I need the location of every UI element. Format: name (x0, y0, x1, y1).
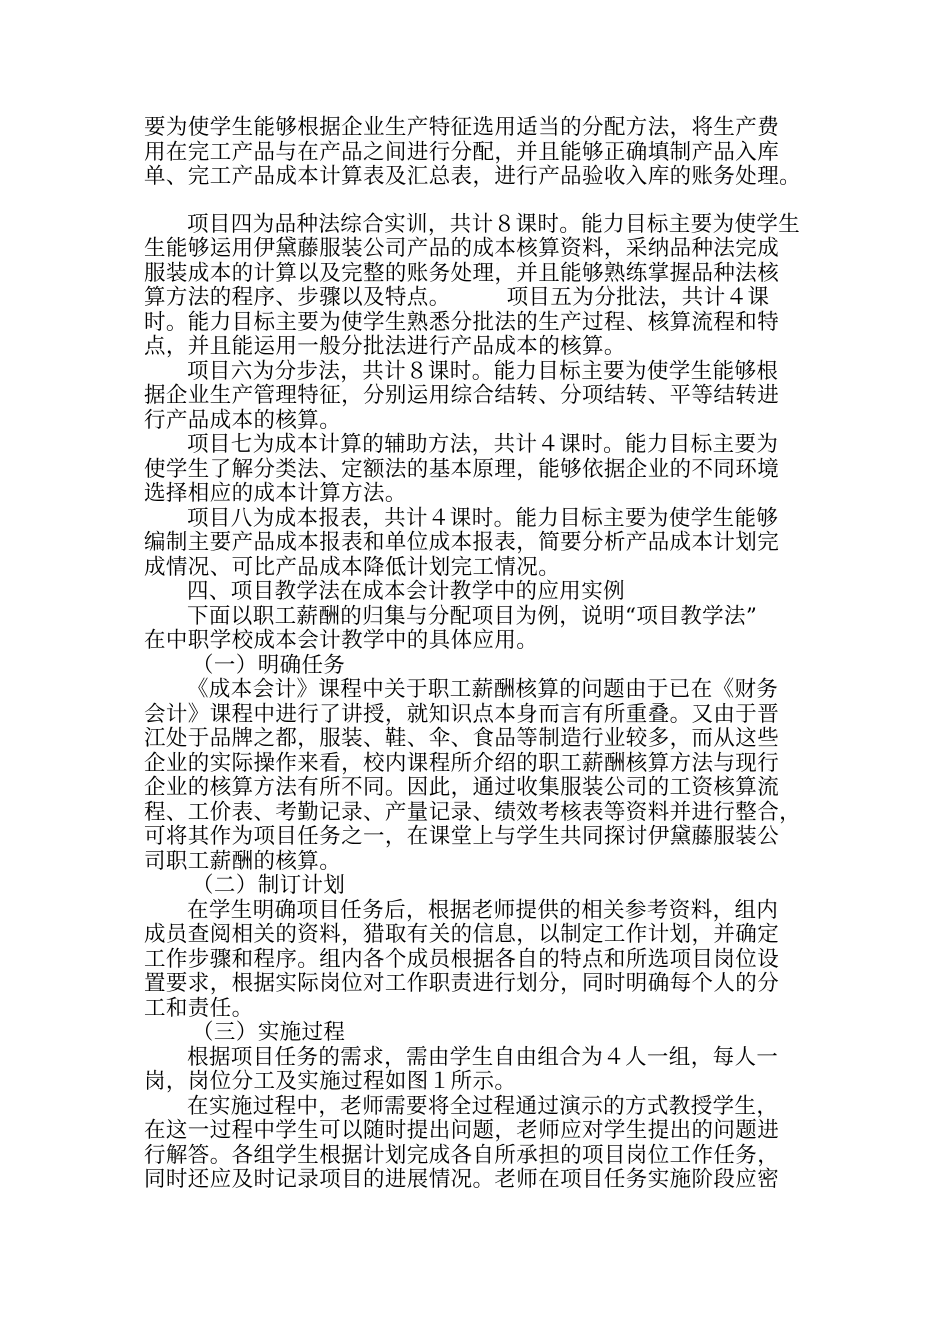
text-line: 企业的核算方法有所不同。因此，通过收集服装公司的工资核算流 (144, 775, 780, 800)
section-heading: 四、项目教学法在成本会计教学中的应用实例 (187, 579, 626, 604)
text-line: 项目四为品种法综合实训，共计８课时。能力目标主要为使学生 (187, 211, 801, 237)
text-segment: 算方法的程序、步骤以及特点。 (144, 285, 451, 310)
text-line: 在中职学校成本会计教学中的具体应用。 (144, 628, 539, 653)
text-line: 要为使学生能够根据企业生产特征选用适当的分配方法，将生产费 (144, 115, 780, 140)
text-line: 《成本会计》课程中关于职工薪酬核算的问题由于已在《财务 (187, 677, 779, 702)
text-line: 置要求，根据实际岗位对工作职责进行划分，同时明确每个人的分 (144, 971, 780, 996)
text-line: 点，并且能运用一般分批法进行产品成本的核算。 (144, 334, 626, 359)
text-line: 江处于品牌之都，服装、鞋、伞、食品等制造行业较多，而从这些 (144, 726, 780, 751)
text-line: 项目七为成本计算的辅助方法，共计４课时。能力目标主要为 (187, 432, 779, 457)
text-line: 会计》课程中进行了讲授，就知识点本身而言有所重叠。又由于晋 (144, 701, 780, 727)
text-line: 同时还应及时记录项目的进展情况。老师在项目任务实施阶段应密 (144, 1167, 780, 1192)
text-line: 在这一过程中学生可以随时提出问题，老师应对学生提出的问题进 (144, 1118, 780, 1143)
text-line: 工作步骤和程序。组内各个成员根据各自的特点和所选项目岗位设 (144, 946, 780, 972)
text-line: 成员查阅相关的资料，猎取有关的信息，以制定工作计划，并确定 (144, 922, 780, 947)
text-line: 根据项目任务的需求，需由学生自由组合为４人一组，每人一 (187, 1044, 779, 1070)
text-line: 编制主要产品成本报表和单位成本报表，简要分析产品成本计划完 (144, 530, 780, 555)
text-line: 行产品成本的核算。 (144, 407, 342, 433)
text-line: 岗，岗位分工及实施过程如图１所示。 (144, 1069, 517, 1094)
text-line: 程、工价表、考勤记录、产量记录、绩效考核表等资料并进行整合， (144, 799, 802, 825)
text-line: 工和责任。 (144, 995, 254, 1021)
subsection-heading: （一）明确任务 (192, 652, 346, 678)
text-line: 下面以职工薪酬的归集与分配项目为例，说明“项目教学法” (187, 603, 758, 629)
text-line: 行解答。各组学生根据计划完成各自所承担的项目岗位工作任务， (144, 1142, 780, 1168)
text-segment: 项目五为分批法，共计４课 (506, 285, 770, 310)
text-line: 使学生了解分类法、定额法的基本原理，能够依据企业的不同环境 (144, 456, 780, 482)
text-line: 服装成本的计算以及完整的账务处理，并且能够熟练掌握品种法核 (144, 260, 780, 286)
text-line: 可将其作为项目任务之一，在课堂上与学生共同探讨伊黛藤服装公 (144, 824, 780, 849)
text-line: 单、完工产品成本计算表及汇总表，进行产品验收入库的账务处理。 (144, 164, 802, 189)
text-line: 司职工薪酬的核算。 (144, 848, 342, 874)
text-line: 选择相应的成本计算方法。 (144, 481, 407, 506)
text-line (144, 286, 808, 311)
text-line: 在实施过程中，老师需要将全过程通过演示的方式教授学生， (187, 1093, 779, 1119)
text-line: 生能够运用伊黛藤服装公司产品的成本核算资料，采纳品种法完成 (144, 236, 780, 261)
text-line: 项目六为分步法，共计８课时。能力目标主要为使学生能够根 (187, 358, 779, 384)
text-line: 成情况、可比产品成本降低计划完工情况。 (144, 554, 561, 580)
document-page (144, 116, 808, 1193)
text-line: 时。能力目标主要为使学生熟悉分批法的生产过程、核算流程和特 (144, 309, 780, 335)
subsection-heading: （三）实施过程 (192, 1020, 346, 1045)
text-line: 企业的实际操作来看，校内课程所介绍的职工薪酬核算方法与现行 (144, 750, 780, 776)
text-line: 据企业生产管理特征，分别运用综合结转、分项结转、平等结转进 (144, 383, 780, 408)
text-line: 在学生明确项目任务后，根据老师提供的相关参考资料，组内 (187, 897, 779, 923)
text-line: 用在完工产品与在产品之间进行分配，并且能够正确填制产品入库 (144, 139, 780, 165)
text-line: 项目八为成本报表，共计４课时。能力目标主要为使学生能够 (187, 505, 779, 531)
paragraph-gap (144, 190, 808, 213)
subsection-heading: （二）制订计划 (192, 873, 346, 898)
